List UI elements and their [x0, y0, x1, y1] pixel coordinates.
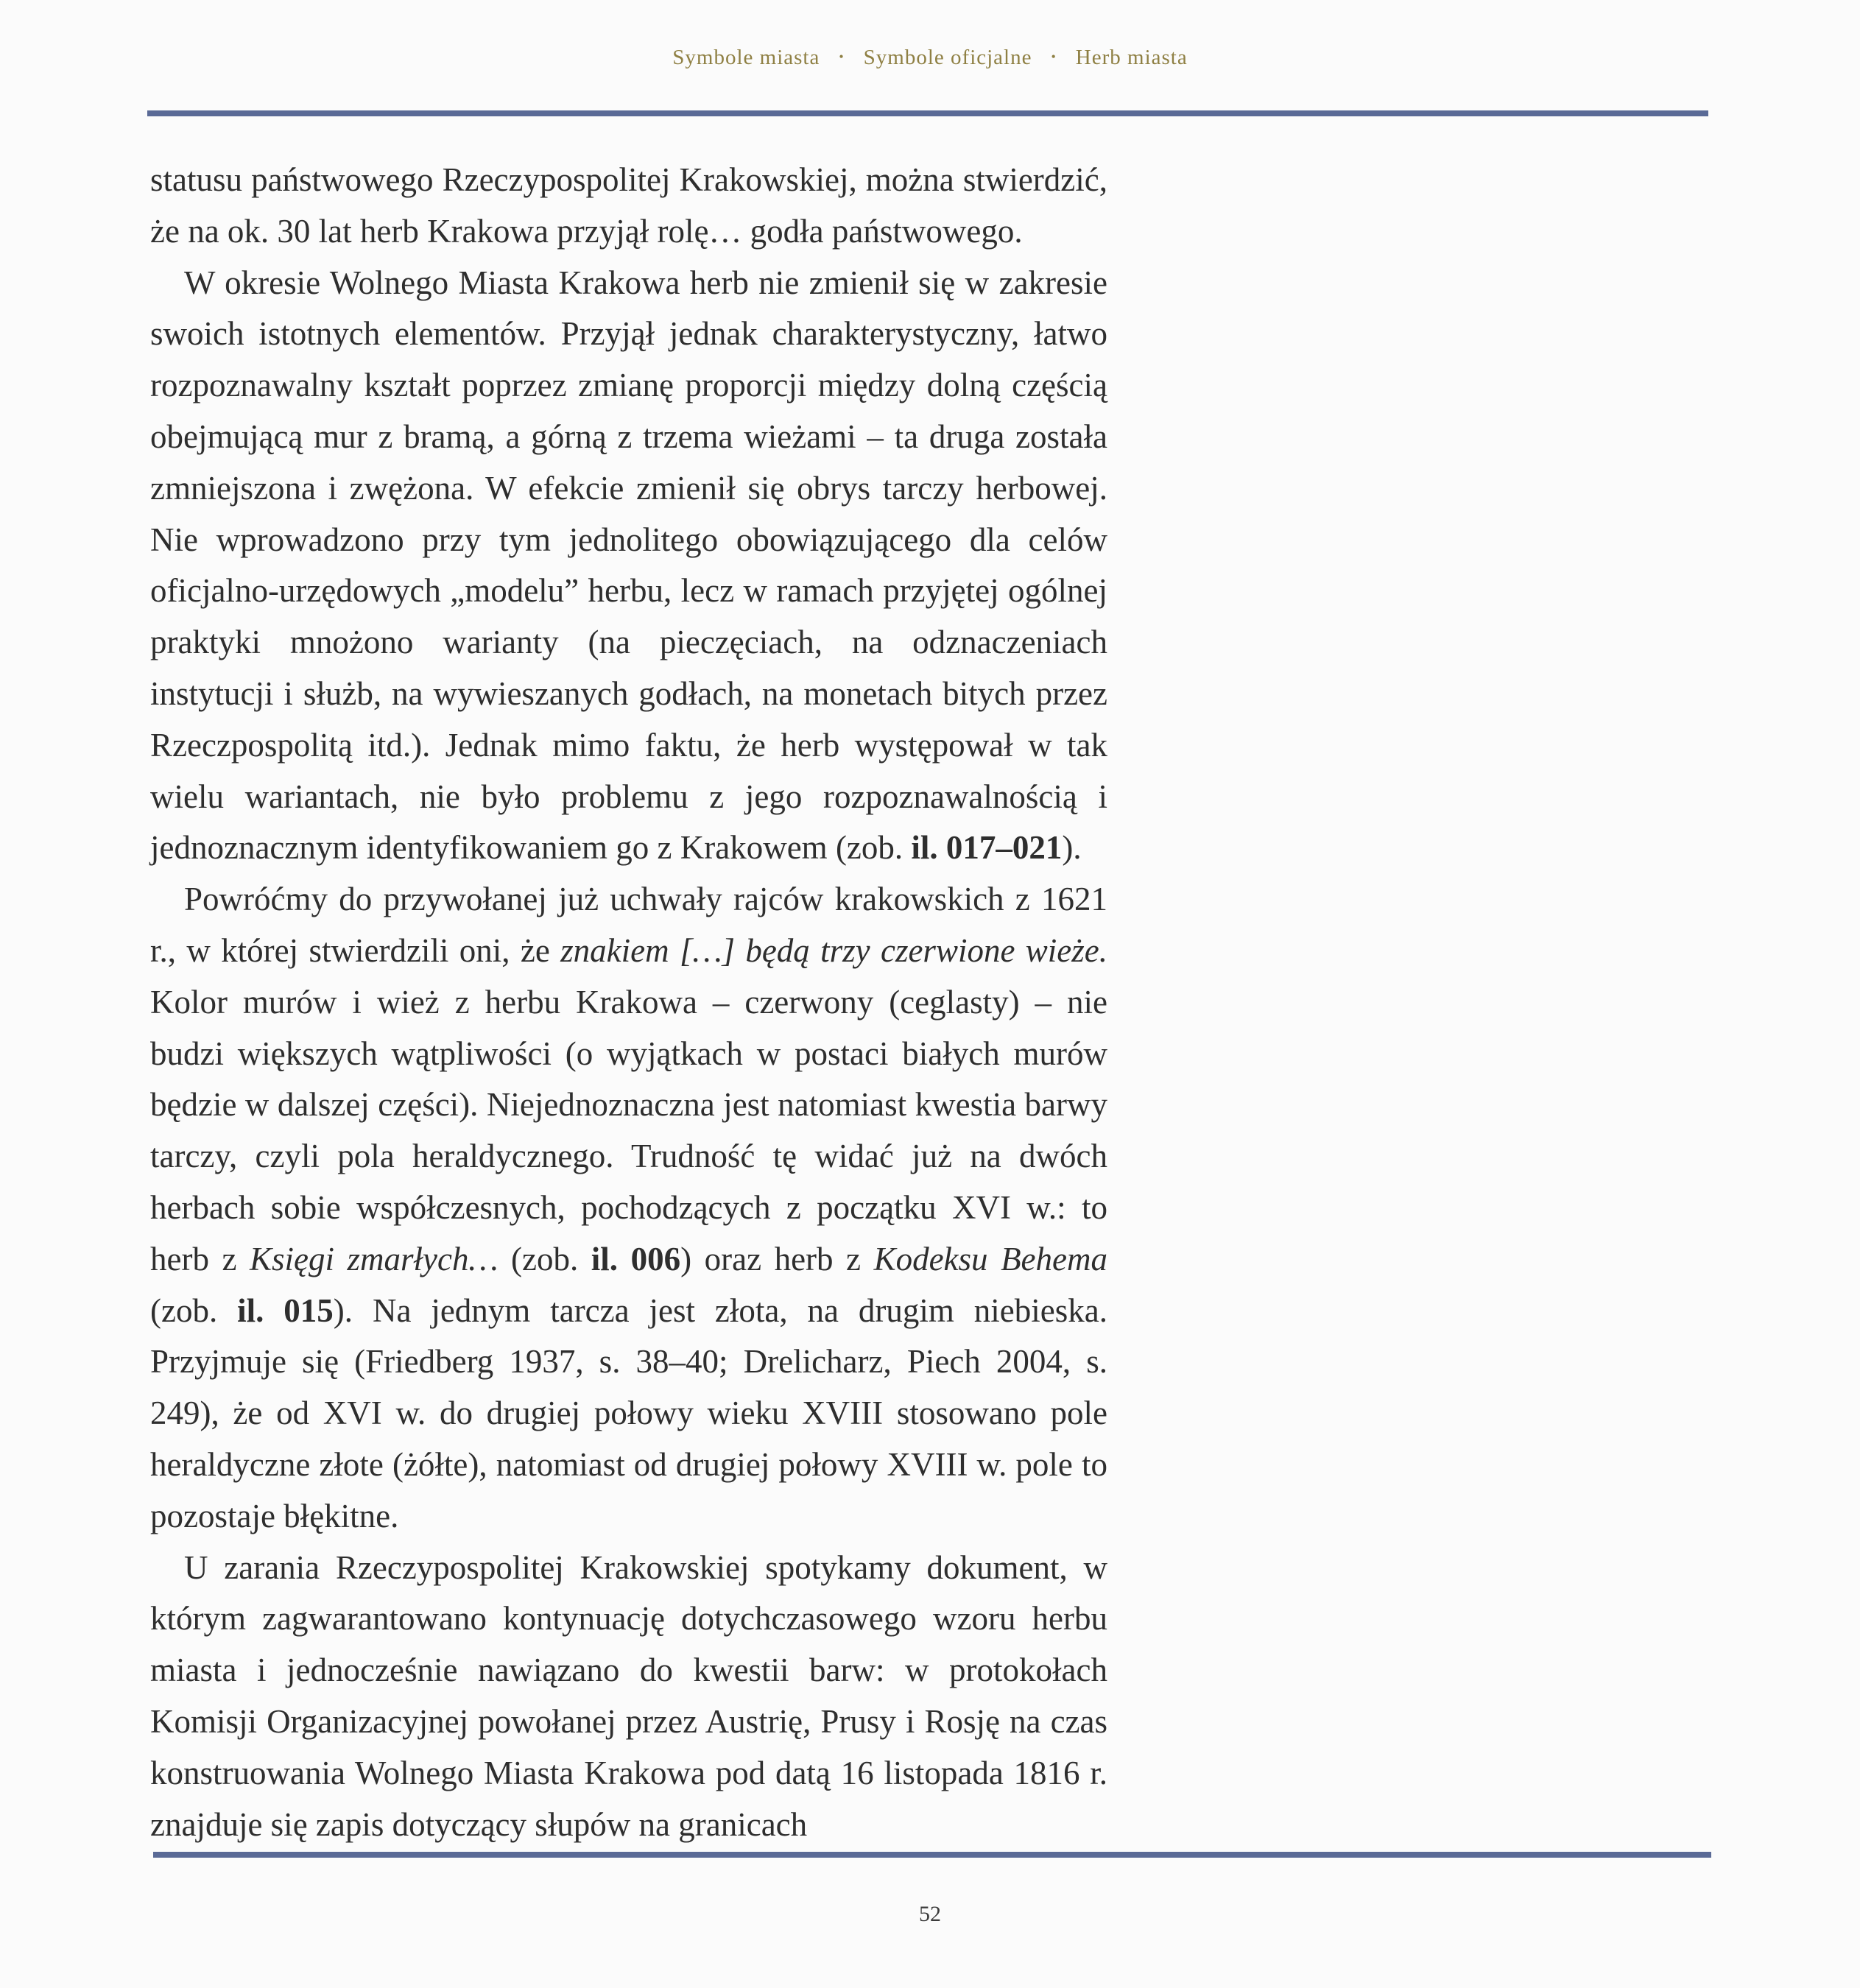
- paragraph-1: statusu państwowego Rzeczypospolitej Krakowskiej, można stwierdzić, że na ok. 30 lat herb Krakowa przyjął rolę… godła państwowego.: [150, 161, 1107, 250]
- body-text: [150, 155, 1107, 1850]
- paragraph-3-text-d: ) oraz herb z: [680, 1240, 874, 1277]
- breadcrumb-herb-miasta: Herb miasta: [1075, 46, 1188, 69]
- page-number: 52: [919, 1902, 941, 1926]
- separator-dot-icon: •: [1051, 49, 1057, 64]
- paragraph-3-text-c: (zob.: [498, 1240, 591, 1277]
- top-rule: [147, 110, 1708, 116]
- book-title: Kodeksu Behema: [873, 1240, 1107, 1277]
- book-title: Księgi zmarłych…: [250, 1240, 499, 1277]
- paragraph-3: [150, 874, 1107, 1542]
- breadcrumb-symbole-oficjalne: Symbole oficjalne: [863, 46, 1032, 69]
- separator-dot-icon: •: [839, 49, 845, 64]
- breadcrumb-symbole-miasta: Symbole miasta: [672, 46, 820, 69]
- paragraph-3-text-a: Powróćmy do przywołanej już uchwały rajców krakowskich z 1621 r., w której stwierdzili oni, że: [150, 881, 1107, 969]
- bottom-rule: [153, 1852, 1711, 1858]
- illustration-ref: il. 015: [237, 1291, 334, 1329]
- paragraph-4: U zarania Rzeczypospolitej Krakowskiej spotykamy dokument, w którym zagwarantowano kontynuację dotychczasowego wzoru herbu miasta i jednocześnie nawiązano do kwestii barw: w protokołach Komisji Organizacyjnej powołanej przez Austrię, Prusy i Rosję na czas konstruowania Wolnego Miasta Krakowa pod datą 16 listopada 1816 r. znajduje się zapis dotyczący słupów na granicach: [150, 1548, 1107, 1843]
- illustration-ref: il. 006: [591, 1240, 681, 1277]
- paragraph-2-end: ).: [1062, 829, 1082, 867]
- quote-text: znakiem […] będą trzy czerwione wieże.: [560, 931, 1108, 969]
- paragraph-3-text-e: (zob.: [150, 1291, 238, 1329]
- running-head: [0, 46, 1860, 70]
- paragraph-2: [150, 258, 1107, 875]
- paragraph-3-text-f: ). Na jednym tarcza jest złota, na drugim niebieska. Przyjmuje się (Friedberg 1937, s. 38–40; Drelicharz, Piech 2004, s. 249), że od XVI w. do drugiej połowy wieku XVIII stosowano pole heraldyczne złote (żółte), natomiast od drugiej połowy XVIII w. pole to pozostaje błękitne.: [150, 1291, 1107, 1534]
- illustration-ref: il. 017–021: [911, 829, 1063, 867]
- paragraph-2-text: W okresie Wolnego Miasta Krakowa herb nie zmienił się w zakresie swoich istotnych elementów. Przyjął jednak charakterystyczny, łatwo rozpoznawalny kształt poprzez zmianę proporcji między dolną częścią obejmującą mur z bramą, a górną z trzema wieżami – ta druga została zmniejszona i zwężona. W efekcie zmienił się obrys tarczy herbowej. Nie wprowadzono przy tym jednolitego obowiązującego dla celów oficjalno-urzędowych „modelu” herbu, lecz w ramach przyjętej ogólnej praktyki mnożono warianty (na pieczęciach, na odznaczeniach instytucji i służb, na wywieszanych godłach, na monetach bitych przez Rzeczpospolitą itd.). Jednak mimo faktu, że herb występował w tak wielu wariantach, nie było problemu z jego rozpoznawalnością i jednoznacznym identyfikowaniem go z Krakowem (zob.: [150, 264, 1107, 867]
- paragraph-3-text-b: Kolor murów i wież z herbu Krakowa – czerwony (ceglasty) – nie budzi większych wątpliwości (o wyjątkach w postaci białych murów będzie w dalszej części). Niejednoznaczna jest natomiast kwestia barwy tarczy, czyli pola heraldycznego. Trudność tę widać już na dwóch herbach sobie współczesnych, pochodzących z początku XVI w.: to herb z: [150, 983, 1107, 1277]
